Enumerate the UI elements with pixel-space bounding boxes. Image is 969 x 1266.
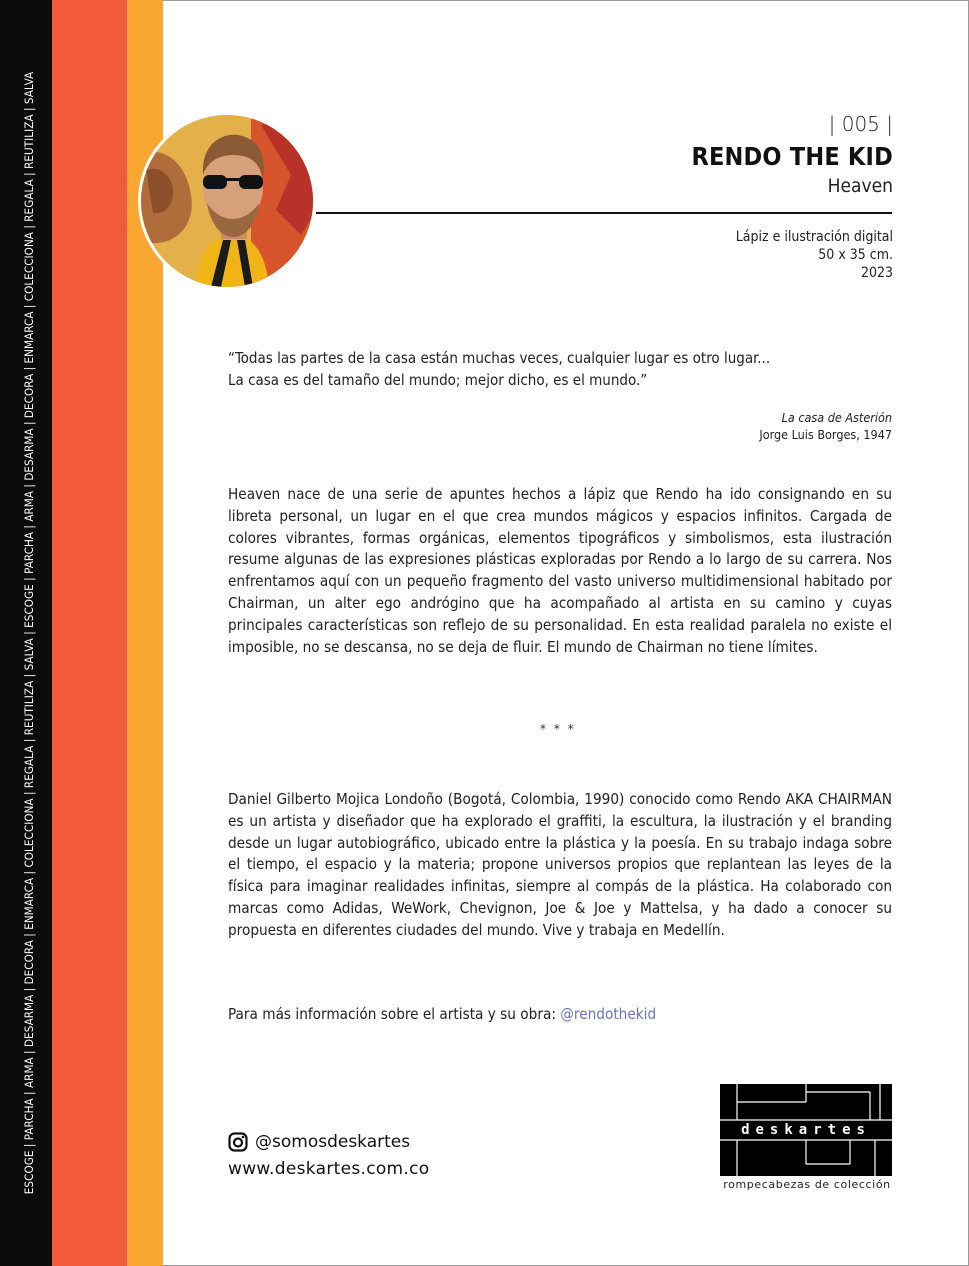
instagram-icon: [228, 1132, 248, 1152]
quote-line-1: “Todas las partes de la casa están muchas veces, cualquier lugar es otro lugar...: [228, 349, 771, 367]
quote-line-2: La casa es del tamaño del mundo; mejor dicho, es el mundo.”: [228, 371, 648, 389]
citation-title: La casa de Asterión: [781, 410, 892, 425]
side-band-red: [52, 0, 127, 1266]
epigraph-quote: [228, 347, 828, 391]
side-band-black: [0, 0, 52, 1266]
deskartes-logo: [720, 1084, 892, 1176]
biography-paragraph: Daniel Gilberto Mojica Londoño (Bogotá, Colombia, 1990) conocido como Rendo AKA CHAIRMAN es un artista y diseñador que ha explorado el graffiti, la escultura, la ilustración y el branding desde un lugar autobiográfico, ubicado entre la plástica y la poesía. En su trabajo indaga sobre el tiempo, el espacio y la materia; propone universos propios que replantean las leyes de la física para imaginar realidades infinitas, siempre al compás de la plástica. Ha colaborado con marcas como Adidas, WeWork, Chevignon, Joe & Joe y Mattelsa, y ha dado a conocer su propuesta en diferentes ciudades del mundo. Vive y trabaja en Medellín.: [228, 790, 892, 939]
artist-name: RENDO THE KID: [691, 142, 893, 171]
instagram-handle: @somosdeskartes: [255, 1132, 411, 1152]
header-divider: [316, 212, 892, 214]
website-link[interactable]: www.deskartes.com.co: [228, 1159, 430, 1179]
logo-wordmark: deskartes: [741, 1122, 871, 1138]
instagram-row[interactable]: [228, 1131, 429, 1153]
side-band-text: ESCOGE | PARCHA | ARMA | DESARMA | DECORA | ENMARCA | COLECCIONA | REGALA | REUTILIZA | SALVA | ESCOGE | PARCHA | ARMA | DESARMA | DECORA | ENMARCA | COLECCIONA | REGALA | REUTILIZA | SALVA: [22, 71, 36, 1195]
description-paragraph: Heaven nace de una serie de apuntes hechos a lápiz que Rendo ha ido consignando en su libreta personal, un lugar en el que crea mundos mágicos y espacios infinitos. Cargada de colores vibrantes, formas orgánicas, elementos tipográficos y simbolismos, esta ilustración resume algunas de las expresiones plásticas exploradas por Rendo a lo largo de su carrera. Nos enfrentamos aquí con un pequeño fragmento del vasto universo multidimensional habitado por Chairman, un alter ego andrógino que ha acompañado al artista en su camino y cuyas principales características son reflejo de su personalidad. En esta realidad paralela no existe el imposible, no se descansa, no se deja de fluir. El mundo de Chairman no tiene límites.: [228, 485, 892, 656]
artist-portrait: [141, 115, 313, 287]
work-specs: [736, 228, 893, 282]
more-info-text: Para más información sobre el artista y su obra:: [228, 1005, 561, 1023]
artist-handle-link[interactable]: @rendothekid: [560, 1005, 657, 1023]
more-info-line: [228, 1005, 656, 1023]
catalog-number: | 005 |: [828, 112, 893, 136]
work-title: Heaven: [827, 175, 893, 197]
quote-citation: [759, 409, 892, 443]
logo-tagline: rompecabezas de colección: [723, 1178, 891, 1191]
artist-portrait-illustration: [141, 115, 313, 287]
citation-author: Jorge Luis Borges, 1947: [759, 427, 892, 442]
spec-size: 50 x 35 cm.: [818, 247, 893, 263]
spec-technique: Lápiz e ilustración digital: [735, 229, 893, 245]
section-separator: * * *: [540, 722, 576, 736]
contact-block: [228, 1131, 429, 1179]
spec-year: 2023: [860, 265, 893, 281]
